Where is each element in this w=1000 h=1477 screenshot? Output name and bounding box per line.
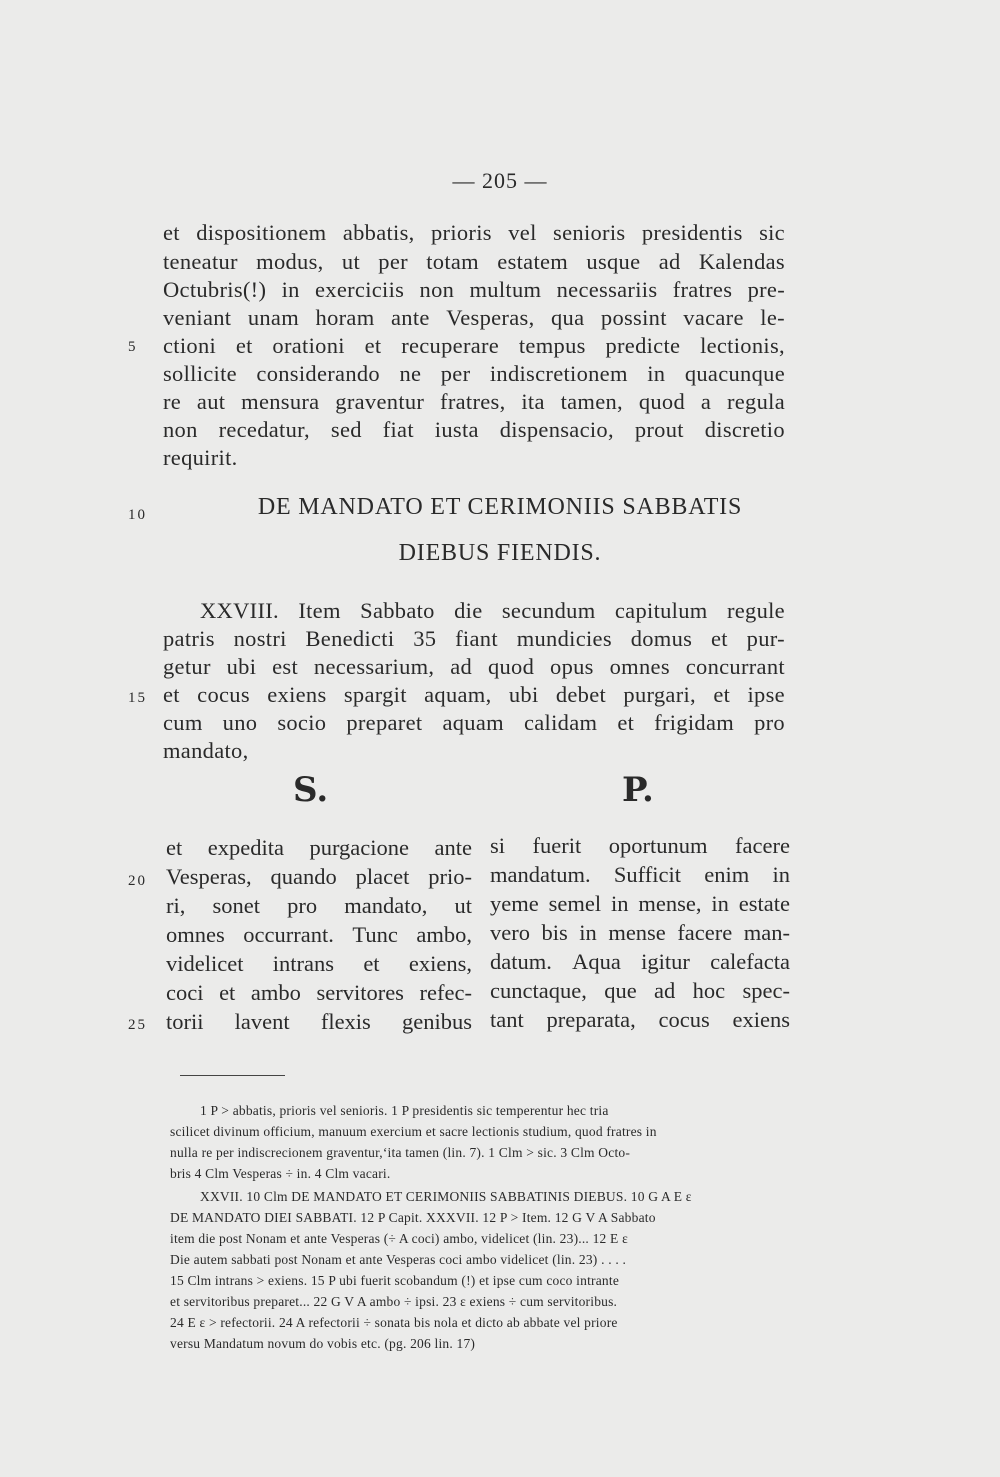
column-line: cunctaque, que ad hoc spec-: [490, 978, 790, 1003]
footnote-line: DE MANDATO DIEI SABBATI. 12 P Capit. XXXVII. 12 P > Item. 12 G V A Sabbato: [170, 1210, 656, 1225]
section-heading: DIEBUS FIENDIS.: [398, 540, 602, 566]
text-line: XXVIII. Item Sabbato die secundum capitulum regule: [200, 598, 785, 623]
text-line: Octubris(!) in exerciciis non multum necessariis fratres pre-: [163, 277, 785, 302]
column-line: tant preparata, cocus exiens: [490, 1007, 790, 1032]
line-number: 15: [128, 690, 147, 706]
footnote-line: 24 E ε > refectorii. 24 A refectorii ÷ sonata bis nola et dicto ab abbate vel priore: [170, 1315, 618, 1330]
column-line: omnes occurrant. Tunc ambo,: [166, 922, 472, 947]
text-line: sollicite considerando ne per indiscretionem in quacunque: [163, 361, 785, 386]
text-line: requirit.: [163, 445, 238, 470]
footnote-line: item die post Nonam et ante Vesperas (÷ A coci) ambo, videlicet (lin. 23)... 12 E ε: [170, 1231, 628, 1246]
text-line: non recedatur, sed fiat iusta dispensacio, prout discretio: [163, 417, 785, 442]
column-line: videlicet intrans et exiens,: [166, 951, 472, 976]
text-line: et dispositionem abbatis, prioris vel senioris presidentis sic: [163, 220, 785, 245]
page-number: — 205 —: [452, 168, 548, 193]
column-heading-s: S.: [293, 770, 329, 810]
line-number: 20: [128, 873, 147, 889]
column-line: torii lavent flexis genibus: [166, 1009, 472, 1034]
line-number: 10: [128, 507, 147, 523]
line-number: 25: [128, 1017, 147, 1033]
text-line: getur ubi est necessarium, ad quod opus omnes concurrant: [163, 654, 785, 679]
column-line: ri, sonet pro mandato, ut: [166, 893, 472, 918]
section-heading: DE MANDATO ET CERIMONIIS SABBATIS: [257, 494, 743, 520]
footnote-rule: [180, 1075, 285, 1076]
text-line: cum uno socio preparet aquam calidam et frigidam pro: [163, 710, 785, 735]
column-line: mandatum. Sufficit enim in: [490, 862, 790, 887]
text-line: ctioni et orationi et recuperare tempus predicte lectionis,: [163, 333, 785, 358]
column-line: vero bis in mense facere man-: [490, 920, 790, 945]
text-line: patris nostri Benedicti 35 fiant mundicies domus et pur-: [163, 626, 785, 651]
footnote-line: XXVII. 10 Clm DE MANDATO ET CERIMONIIS SABBATINIS DIEBUS. 10 G A E ε: [200, 1189, 692, 1204]
footnote-line: scilicet divinum officium, manuum exercium et sacre lectionis studium, quod fratres in: [170, 1124, 657, 1139]
footnote-line: 1 P > abbatis, prioris vel senioris. 1 P presidentis sic temperentur hec tria: [200, 1103, 609, 1118]
column-line: datum. Aqua igitur calefacta: [490, 949, 790, 974]
line-number: 5: [128, 339, 138, 355]
column-heading-p: P.: [622, 770, 654, 810]
column-line: Vesperas, quando placet prio-: [166, 864, 472, 889]
text-line: veniant unam horam ante Vesperas, qua possint vacare le-: [163, 305, 785, 330]
text-line: teneatur modus, ut per totam estatem usque ad Kalendas: [163, 249, 785, 274]
footnote-line: Die autem sabbati post Nonam et ante Vesperas coci ambo videlicet (lin. 23) . . . .: [170, 1252, 627, 1267]
footnote-line: bris 4 Clm Vesperas ÷ in. 4 Clm vacari.: [170, 1166, 391, 1181]
footnote-line: versu Mandatum novum do vobis etc. (pg. 206 lin. 17): [170, 1336, 476, 1351]
footnote-line: et servitoribus preparet... 22 G V A ambo ÷ ipsi. 23 ε exiens ÷ cum servitoribus.: [170, 1294, 618, 1309]
column-line: si fuerit oportunum facere: [490, 833, 790, 858]
text-line: et cocus exiens spargit aquam, ubi debet purgari, et ipse: [163, 682, 785, 707]
column-line: et expedita purgacione ante: [166, 835, 472, 860]
footnote-line: nulla re per indiscrecionem graventur,‘ita tamen (lin. 7). 1 Clm > sic. 3 Clm Octo-: [170, 1145, 631, 1160]
column-line: coci et ambo servitores refec-: [166, 980, 472, 1005]
footnote-line: 15 Clm intrans > exiens. 15 P ubi fuerit scobandum (!) et ipse cum coco intrante: [170, 1273, 620, 1288]
text-line: re aut mensura graventur fratres, ita tamen, quod a regula: [163, 389, 785, 414]
column-line: yeme semel in mense, in estate: [490, 891, 790, 916]
text-line: mandato,: [163, 738, 249, 763]
